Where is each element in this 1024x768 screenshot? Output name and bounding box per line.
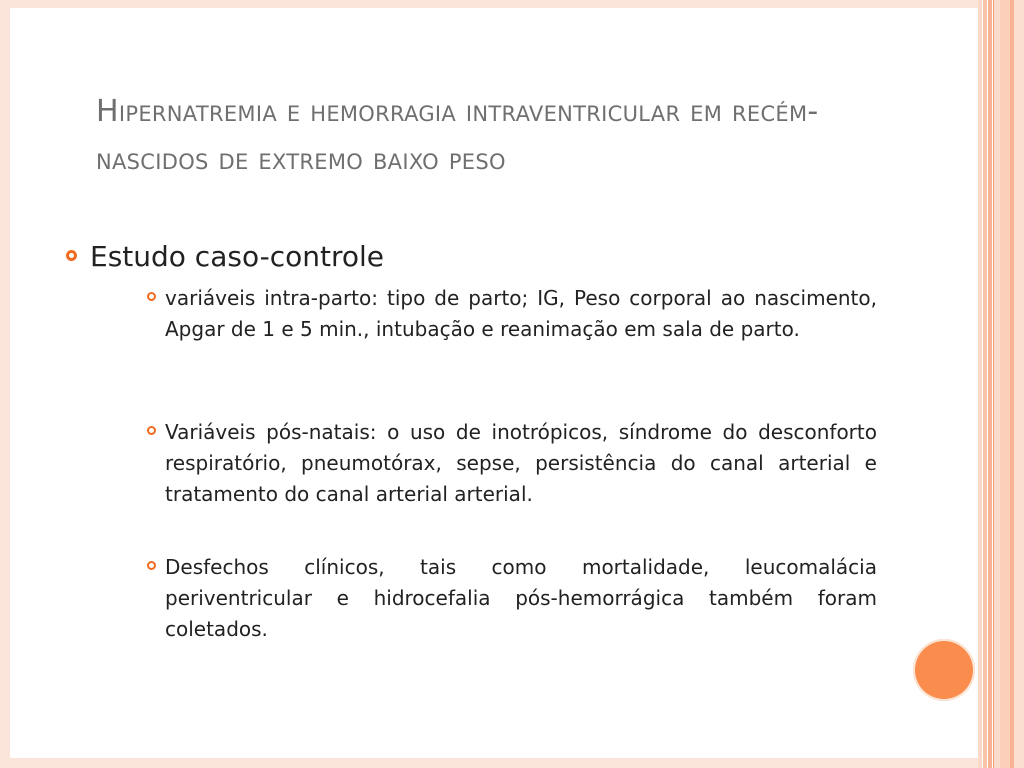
decor-circle [913,639,975,701]
decor-stripe [978,0,982,768]
bullet-ring-icon [147,426,156,435]
sub-bullet-text: Variáveis pós-natais: o uso de inotrópicos, síndrome do desconforto respiratório, pneumotórax, sepse, persistência do canal arterial e tratamento do canal arterial arterial. [165,420,877,506]
sub-bullet [147,552,877,645]
frame-top-border [0,0,978,8]
main-bullet-text: Estudo caso-controle [90,240,384,273]
sub-bullet-text: Desfechos clínicos, tais como mortalidade, leucomalácia periventricular e hidrocefalia pós-hemorrágica também foram coletados. [165,555,877,641]
frame-left-border [0,0,10,768]
decor-stripe [983,0,987,768]
bullet-ring-icon [66,250,77,261]
slide-title: Hipernatremia e hemorragia intraventricular em recém-nascidos de extremo baixo peso [96,94,819,177]
decor-stripe [988,0,992,768]
bullet-ring-icon [147,561,156,570]
decor-stripe [1000,0,1010,768]
main-bullet [66,238,384,276]
decor-stripe [1014,0,1024,768]
bullet-ring-icon [147,292,156,301]
frame-bottom-border [0,758,978,768]
sub-bullet [147,283,877,345]
sub-bullet-text: variáveis intra-parto: tipo de parto; IG, Peso corporal ao nascimento, Apgar de 1 e 5 min., intubação e reanimação em sala de parto. [165,286,877,341]
sub-bullet [147,417,877,510]
